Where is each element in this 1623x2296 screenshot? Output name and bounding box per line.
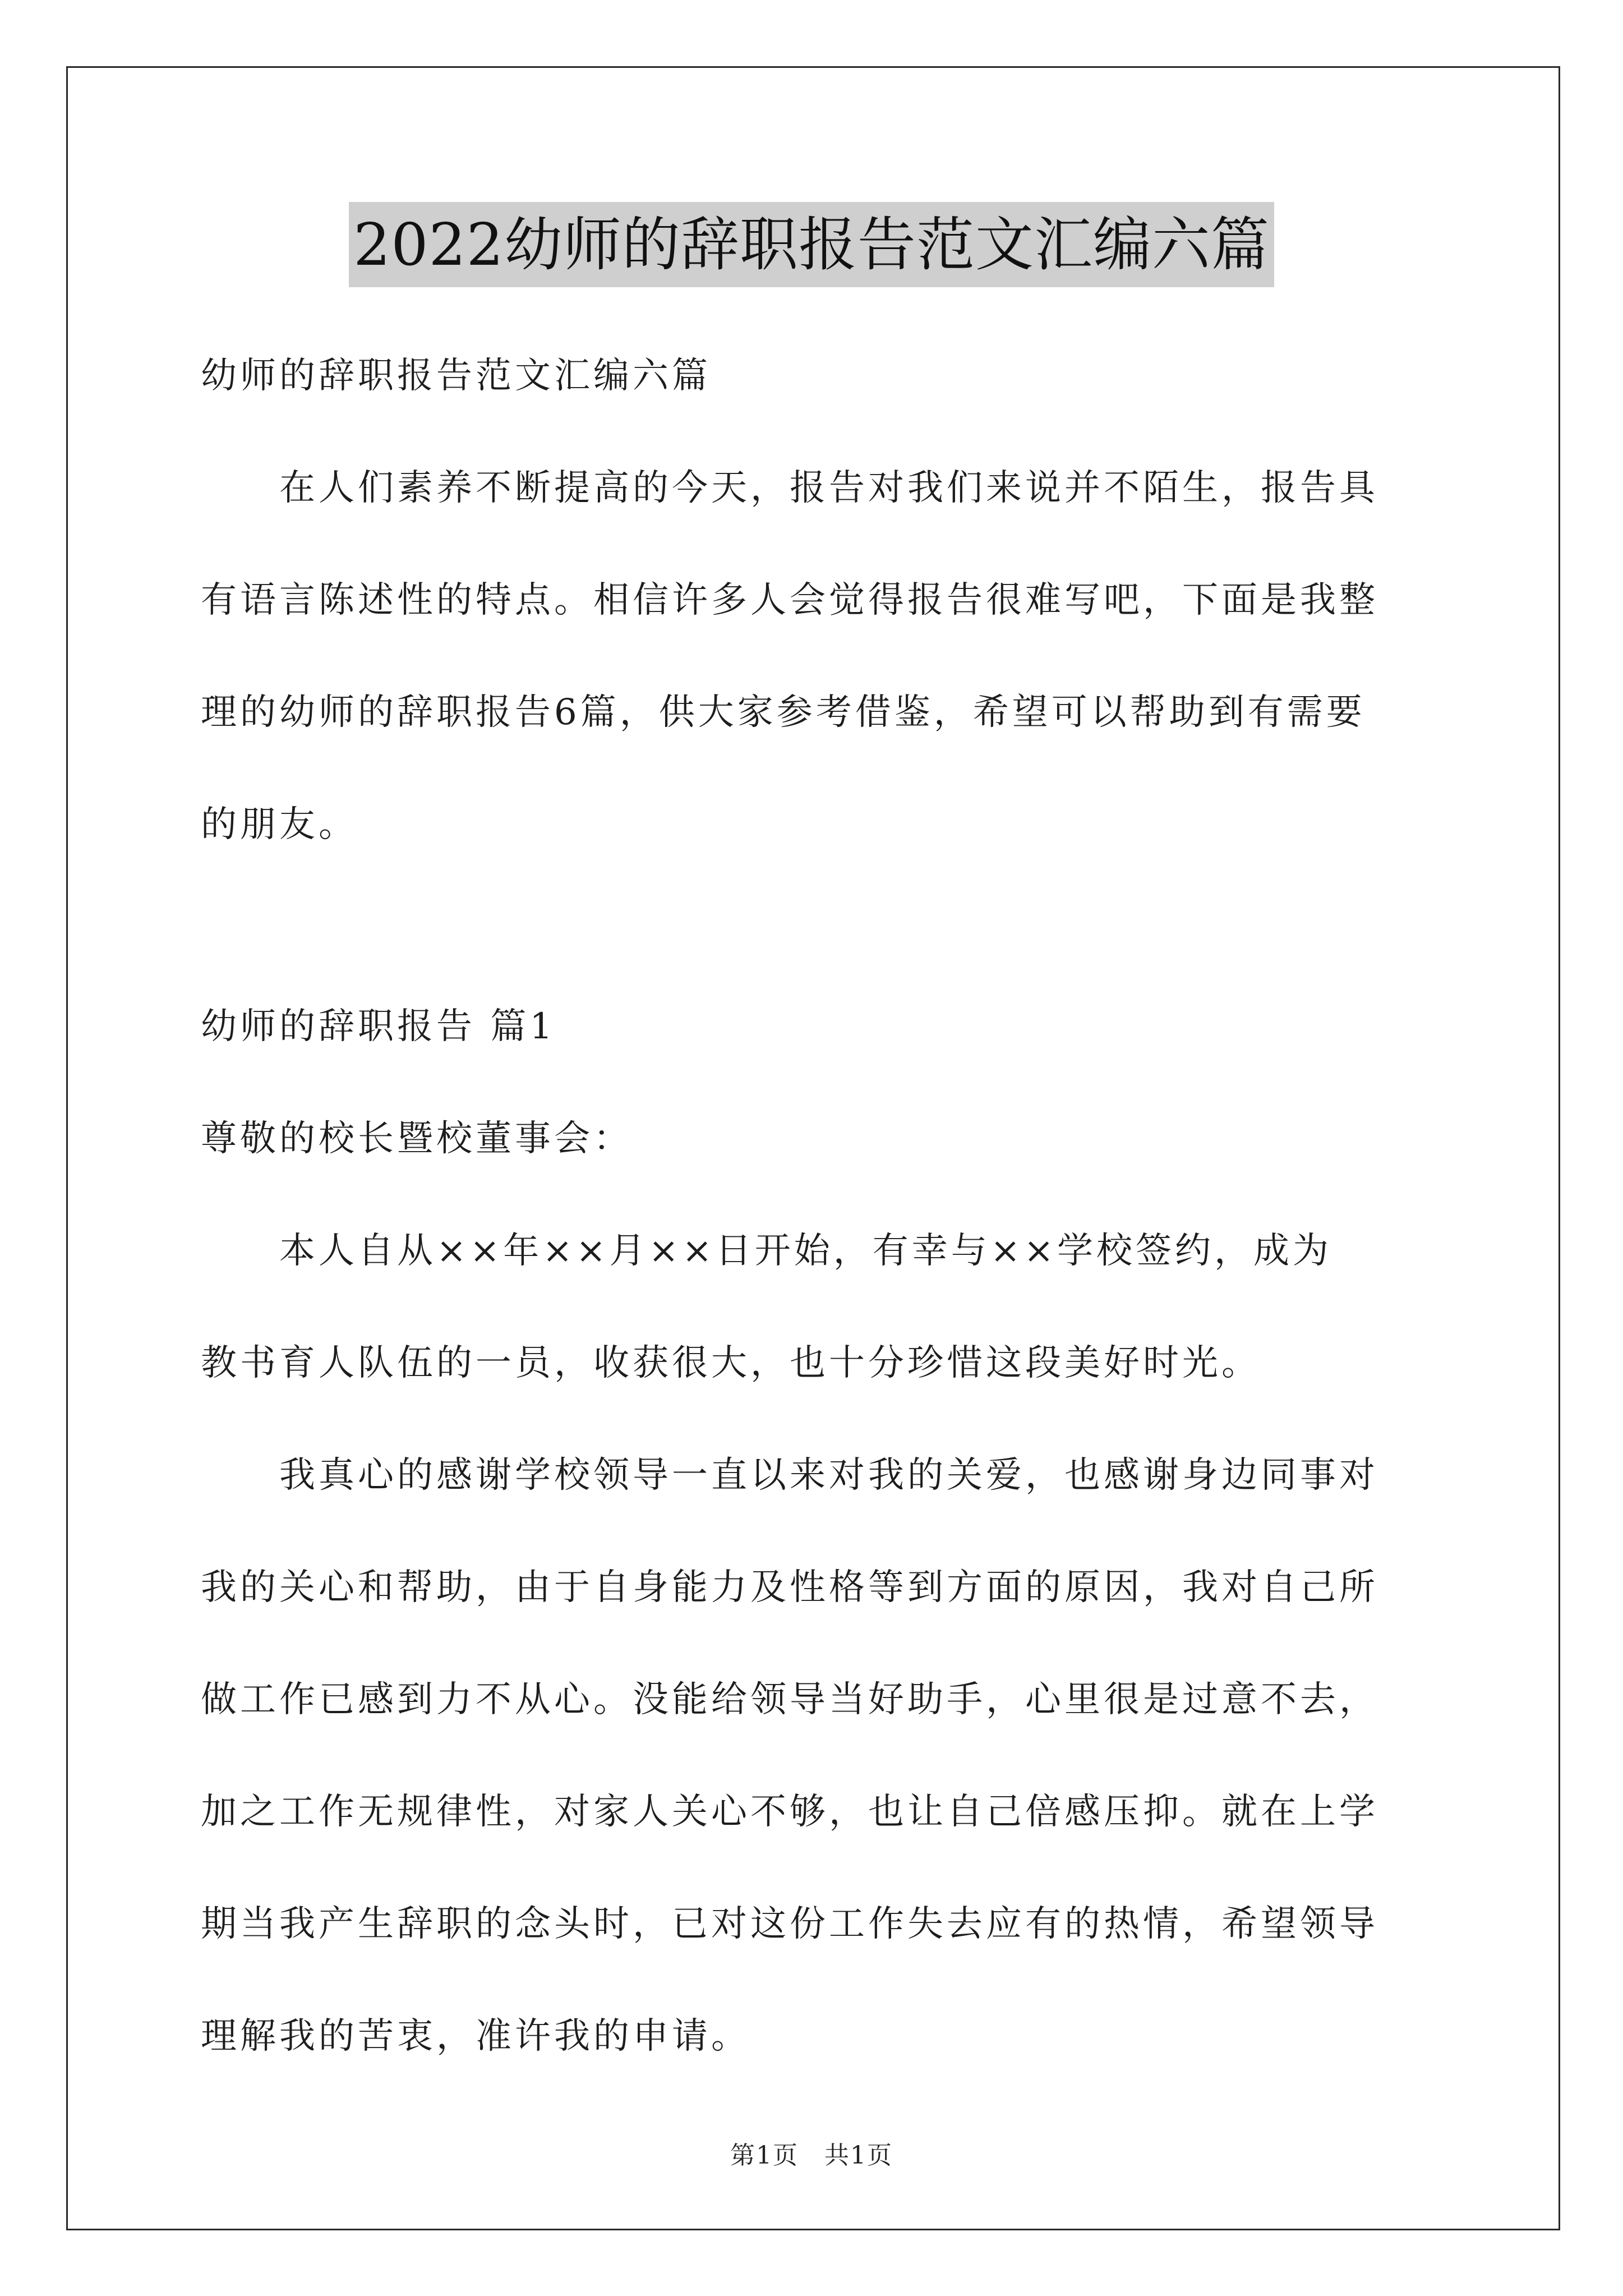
body-line: 加之工作无规律性，对家人关心不够，也让自己倍感压抑。就在上学: [201, 1791, 1378, 1833]
body-line: 我真心的感谢学校领导一直以来对我的关爱，也感谢身边同事对: [201, 1455, 1378, 1496]
body-line: 有语言陈述性的特点。相信许多人会觉得报告很难写吧，下面是我整: [201, 579, 1378, 621]
subtitle-line: 幼师的辞职报告范文汇编六篇: [201, 355, 711, 397]
body-line: 的朋友。: [201, 804, 358, 845]
page-footer: 第1页 共1页: [730, 2141, 893, 2170]
body-line: 理的幼师的辞职报告6篇，供大家参考借鉴，希望可以帮助到有需要: [201, 692, 1366, 733]
body-line: 期当我产生辞职的念头时，已对这份工作失去应有的热情，希望领导: [201, 1903, 1378, 1945]
section-heading: 幼师的辞职报告 篇1: [201, 1006, 556, 1047]
salutation-line: 尊敬的校长暨校董事会：: [201, 1118, 633, 1159]
body-line: 教书育人队伍的一员，收获很大，也十分珍惜这段美好时光。: [201, 1342, 1261, 1384]
title-container: [0, 202, 1623, 287]
body-line: 做工作已感到力不从心。没能给领导当好助手，心里很是过意不去，: [201, 1679, 1378, 1720]
document-title: 2022幼师的辞职报告范文汇编六篇: [349, 202, 1274, 287]
body-line: 本人自从××年××月××日开始，有幸与××学校签约，成为: [201, 1230, 1332, 1272]
body-line: 我的关心和帮助，由于自身能力及性格等到方面的原因，我对自己所: [201, 1567, 1378, 1608]
body-line: 在人们素养不断提高的今天，报告对我们来说并不陌生，报告具: [201, 467, 1378, 509]
body-line: 理解我的苦衷，准许我的申请。: [201, 2016, 750, 2057]
